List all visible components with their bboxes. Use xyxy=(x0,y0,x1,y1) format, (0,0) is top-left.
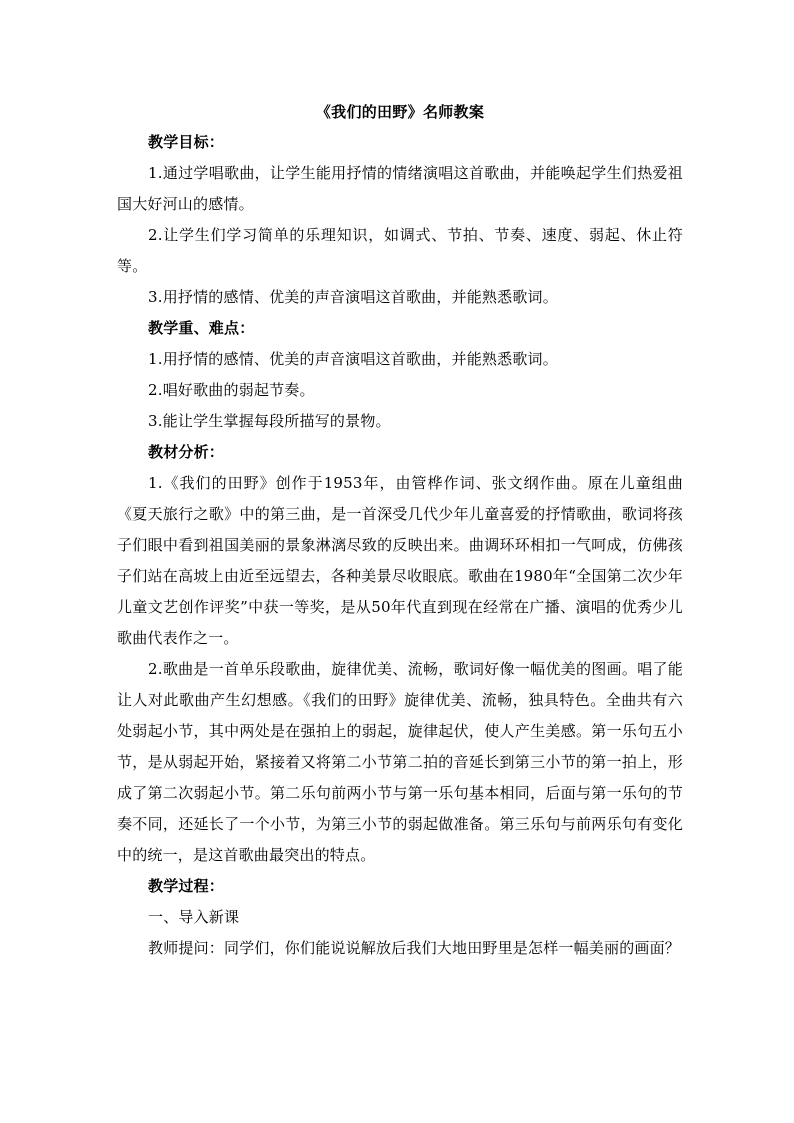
key-point-3-paragraph: 3.能让学生掌握每段所描写的景物。 xyxy=(148,412,391,430)
goal-1-paragraph: 1.通过学唱歌曲，让学生能用抒情的情绪演唱这首歌曲，并能唤起学生们热爱祖国大好河山的感情。 xyxy=(117,164,683,213)
goal-3-paragraph: 3.用抒情的感情、优美的声音演唱这首歌曲，并能熟悉歌词。 xyxy=(148,288,558,306)
section-heading-analysis: 教材分析： xyxy=(148,443,225,461)
document-title: 《我们的田野》名师教案 xyxy=(315,103,485,121)
section-heading-key-points: 教学重、难点： xyxy=(148,319,255,337)
section-heading-goals: 教学目标： xyxy=(148,133,225,151)
document-page xyxy=(117,97,683,964)
section-heading-process: 教学过程： xyxy=(148,877,225,895)
process-step-1-paragraph: 一、导入新课 xyxy=(148,908,240,926)
goal-2-paragraph: 2.让学生们学习简单的乐理知识，如调式、节拍、节奏、速度、弱起、休止符等。 xyxy=(117,226,683,275)
analysis-2-paragraph: 2.歌曲是一首单乐段歌曲，旋律优美、流畅，歌词好像一幅优美的图画。唱了能让人对此歌曲产生幻想感。《我们的田野》旋律优美、流畅，独具特色。全曲共有六处弱起小节，其中两处是在强拍上的弱起，旋律起伏，使人产生美感。第一乐句五小节，是从弱起开始，紧接着又将第二小节第二拍的音延长到第三小节的第一拍上，形成了第二次弱起小节。第二乐句前两小节与第一乐句基本相同，后面与第一乐句的节奏不同，还延长了一个小节，为第三小节的弱起做准备。第三乐句与前两乐句有变化中的统一，是这首歌曲最突出的特点。 xyxy=(117,660,683,864)
analysis-1-paragraph: 1.《我们的田野》创作于1953年，由管桦作词、张文纲作曲。原在儿童组曲《夏天旅行之歌》中的第三曲，是一首深受几代少年儿童喜爱的抒情歌曲，歌词将孩子们眼中看到祖国美丽的景象淋漓尽致的反映出来。曲调环环相扣一气呵成，仿佛孩子们站在高坡上由近至远望去，各种美景尽收眼底。歌曲在1980年“全国第二次少年儿童文艺创作评奖”中获一等奖，是从50年代直到现在经常在广播、演唱的优秀少儿歌曲代表作之一。 xyxy=(117,474,683,647)
key-point-1-paragraph: 1.用抒情的感情、优美的声音演唱这首歌曲，并能熟悉歌词。 xyxy=(148,350,558,368)
teacher-question-paragraph: 教师提问：同学们，你们能说说解放后我们大地田野里是怎样一幅美丽的画面？ xyxy=(148,939,681,957)
key-point-2-paragraph: 2.唱好歌曲的弱起节奏。 xyxy=(148,381,315,399)
